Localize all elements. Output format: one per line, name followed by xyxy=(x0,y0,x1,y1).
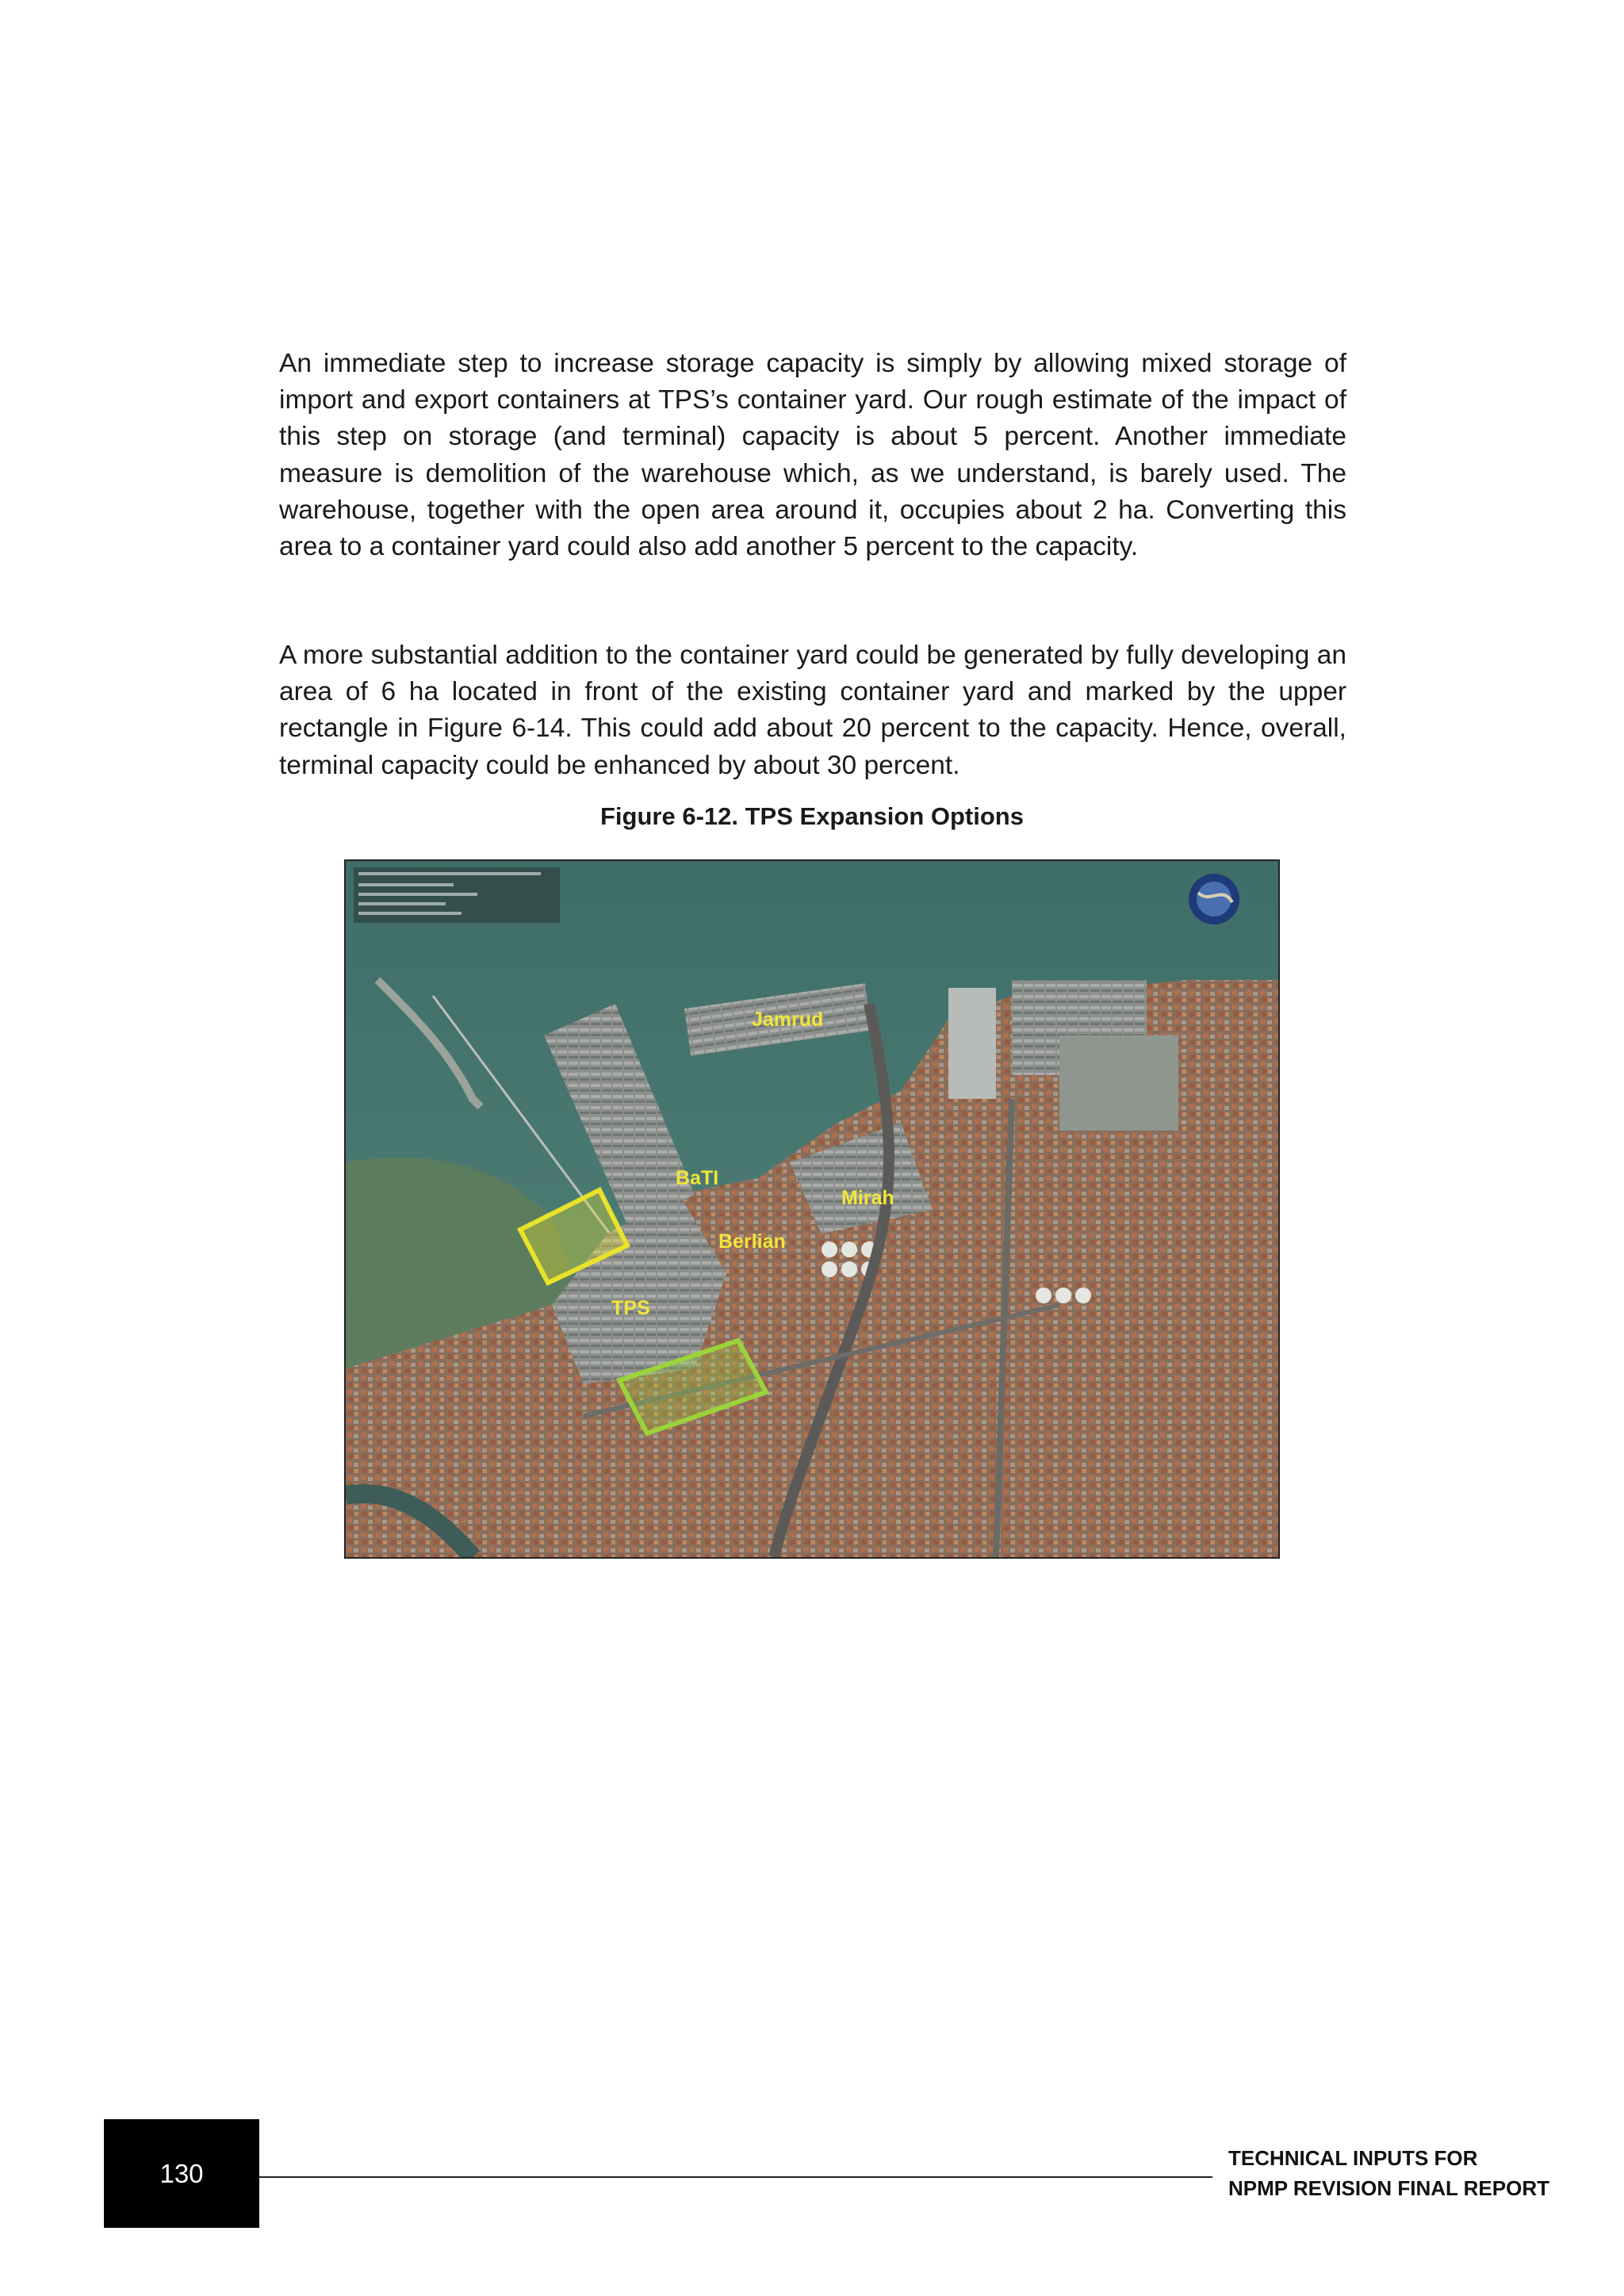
footer-report-title xyxy=(1228,2143,1549,2203)
map-label-jamrud: Jamrud xyxy=(752,1008,824,1031)
footer-title-line-1: TECHNICAL INPUTS FOR xyxy=(1228,2146,1478,2170)
page-number: 130 xyxy=(159,2159,204,2188)
footer-title-line-2: NPMP REVISION FINAL REPORT xyxy=(1228,2176,1549,2200)
satellite-map-image xyxy=(344,859,1280,1559)
body-paragraph-1: An immediate step to increase storage capacity is simply by allowing mixed storage of import and export containers at TPS’s container yard. Our rough estimate of the impact of this step on storage (and terminal) capacity is about 5 percent. Another immediate measure is demolition of the warehouse which, as we understand, is barely used. The warehouse, together with the open area around it, occupies about 2 ha. Converting this area to a container yard could also add another 5 percent to the capacity. xyxy=(279,349,1346,562)
figure-caption: Figure 6-12. TPS Expansion Options xyxy=(600,802,1024,830)
map-label-berlian: Berlian xyxy=(718,1230,786,1253)
page-number-box xyxy=(104,2119,259,2228)
map-label-tps: TPS xyxy=(611,1297,650,1319)
body-paragraph-2: A more substantial addition to the container yard could be generated by fully developing an area of 6 ha located in front of the existing container yard and marked by the upper rectangle in Figure 6-14. This could add about 20 percent to the capacity. Hence, overall, terminal capacity could be enhanced by about 30 percent. xyxy=(279,641,1346,780)
map-label-bati: BaTI xyxy=(676,1167,719,1189)
footer-divider xyxy=(259,2176,1212,2178)
map-label-mirah: Mirah xyxy=(841,1187,894,1209)
